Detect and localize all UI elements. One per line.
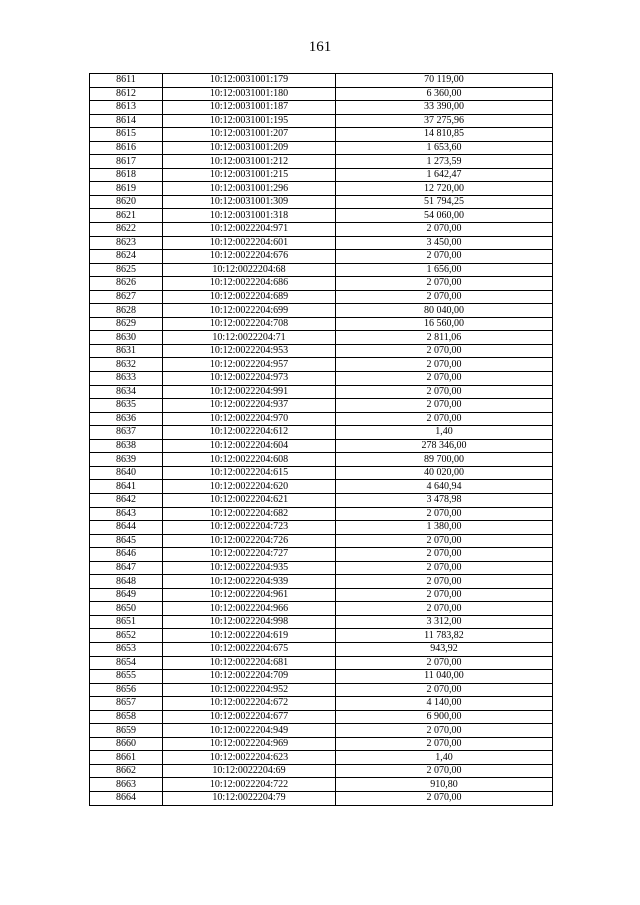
table-row: [90, 317, 553, 331]
row-number-cell: 8616: [90, 141, 163, 155]
row-number-cell: 8645: [90, 534, 163, 548]
registry-table-body: [90, 74, 553, 806]
value-cell: 278 346,00: [336, 439, 553, 453]
row-number-cell: 8613: [90, 101, 163, 115]
row-number-cell: 8625: [90, 263, 163, 277]
cadastral-number-cell: 10:12:0022204:722: [163, 778, 336, 792]
table-row: [90, 642, 553, 656]
cadastral-number-cell: 10:12:0022204:970: [163, 412, 336, 426]
value-cell: 2 070,00: [336, 683, 553, 697]
table-row: [90, 87, 553, 101]
value-cell: 54 060,00: [336, 209, 553, 223]
table-row: [90, 791, 553, 805]
value-cell: 6 360,00: [336, 87, 553, 101]
row-number-cell: 8617: [90, 155, 163, 169]
value-cell: 89 700,00: [336, 453, 553, 467]
row-number-cell: 8620: [90, 195, 163, 209]
cadastral-number-cell: 10:12:0022204:68: [163, 263, 336, 277]
row-number-cell: 8653: [90, 642, 163, 656]
value-cell: 2 070,00: [336, 724, 553, 738]
value-cell: 2 070,00: [336, 791, 553, 805]
value-cell: 2 070,00: [336, 602, 553, 616]
row-number-cell: 8611: [90, 74, 163, 88]
table-row: [90, 372, 553, 386]
cadastral-number-cell: 10:12:0031001:212: [163, 155, 336, 169]
value-cell: 1 273,59: [336, 155, 553, 169]
value-cell: 1 642,47: [336, 168, 553, 182]
value-cell: 16 560,00: [336, 317, 553, 331]
value-cell: 2 070,00: [336, 344, 553, 358]
page-number: 161: [308, 39, 332, 55]
cadastral-number-cell: 10:12:0022204:726: [163, 534, 336, 548]
row-number-cell: 8631: [90, 344, 163, 358]
row-number-cell: 8639: [90, 453, 163, 467]
value-cell: 2 070,00: [336, 507, 553, 521]
value-cell: 2 070,00: [336, 534, 553, 548]
value-cell: 1,40: [336, 426, 553, 440]
row-number-cell: 8643: [90, 507, 163, 521]
table-row: [90, 182, 553, 196]
cadastral-number-cell: 10:12:0022204:681: [163, 656, 336, 670]
row-number-cell: 8636: [90, 412, 163, 426]
row-number-cell: 8662: [90, 764, 163, 778]
cadastral-number-cell: 10:12:0022204:677: [163, 710, 336, 724]
row-number-cell: 8621: [90, 209, 163, 223]
cadastral-number-cell: 10:12:0022204:615: [163, 466, 336, 480]
table-row: [90, 114, 553, 128]
cadastral-number-cell: 10:12:0022204:991: [163, 385, 336, 399]
cadastral-number-cell: 10:12:0022204:966: [163, 602, 336, 616]
value-cell: 3 450,00: [336, 236, 553, 250]
cadastral-number-cell: 10:12:0031001:179: [163, 74, 336, 88]
row-number-cell: 8660: [90, 737, 163, 751]
row-number-cell: 8615: [90, 128, 163, 142]
table-row: [90, 344, 553, 358]
row-number-cell: 8619: [90, 182, 163, 196]
cadastral-number-cell: 10:12:0022204:971: [163, 223, 336, 237]
row-number-cell: 8627: [90, 290, 163, 304]
cadastral-number-cell: 10:12:0022204:952: [163, 683, 336, 697]
cadastral-number-cell: 10:12:0022204:608: [163, 453, 336, 467]
row-number-cell: 8623: [90, 236, 163, 250]
cadastral-number-cell: 10:12:0031001:187: [163, 101, 336, 115]
table-row: [90, 439, 553, 453]
value-cell: 1 380,00: [336, 521, 553, 535]
value-cell: 1,40: [336, 751, 553, 765]
cadastral-number-cell: 10:12:0031001:180: [163, 87, 336, 101]
value-cell: 2 070,00: [336, 399, 553, 413]
value-cell: 2 070,00: [336, 737, 553, 751]
value-cell: 910,80: [336, 778, 553, 792]
row-number-cell: 8614: [90, 114, 163, 128]
value-cell: 2 070,00: [336, 372, 553, 386]
table-row: [90, 656, 553, 670]
cadastral-number-cell: 10:12:0022204:69: [163, 764, 336, 778]
value-cell: 2 070,00: [336, 561, 553, 575]
row-number-cell: 8646: [90, 548, 163, 562]
value-cell: 14 810,85: [336, 128, 553, 142]
row-number-cell: 8642: [90, 493, 163, 507]
table-row: [90, 575, 553, 589]
cadastral-number-cell: 10:12:0022204:709: [163, 670, 336, 684]
row-number-cell: 8654: [90, 656, 163, 670]
cadastral-number-cell: 10:12:0022204:953: [163, 344, 336, 358]
table-row: [90, 548, 553, 562]
table-row: [90, 155, 553, 169]
value-cell: 4 640,94: [336, 480, 553, 494]
cadastral-number-cell: 10:12:0022204:623: [163, 751, 336, 765]
value-cell: 70 119,00: [336, 74, 553, 88]
value-cell: 3 312,00: [336, 615, 553, 629]
cadastral-number-cell: 10:12:0022204:973: [163, 372, 336, 386]
registry-table: [89, 73, 553, 806]
value-cell: 2 070,00: [336, 290, 553, 304]
value-cell: 2 070,00: [336, 656, 553, 670]
row-number-cell: 8637: [90, 426, 163, 440]
row-number-cell: 8650: [90, 602, 163, 616]
value-cell: 37 275,96: [336, 114, 553, 128]
table-row: [90, 236, 553, 250]
table-row: [90, 141, 553, 155]
table-row: [90, 588, 553, 602]
table-row: [90, 331, 553, 345]
value-cell: 51 794,25: [336, 195, 553, 209]
cadastral-number-cell: 10:12:0022204:612: [163, 426, 336, 440]
table-row: [90, 74, 553, 88]
table-row: [90, 453, 553, 467]
cadastral-number-cell: 10:12:0031001:309: [163, 195, 336, 209]
cadastral-number-cell: 10:12:0022204:723: [163, 521, 336, 535]
value-cell: 80 040,00: [336, 304, 553, 318]
cadastral-number-cell: 10:12:0022204:957: [163, 358, 336, 372]
table-row: [90, 764, 553, 778]
cadastral-number-cell: 10:12:0022204:689: [163, 290, 336, 304]
row-number-cell: 8633: [90, 372, 163, 386]
row-number-cell: 8648: [90, 575, 163, 589]
table-row: [90, 493, 553, 507]
table-row: [90, 304, 553, 318]
value-cell: 943,92: [336, 642, 553, 656]
row-number-cell: 8618: [90, 168, 163, 182]
cadastral-number-cell: 10:12:0022204:619: [163, 629, 336, 643]
cadastral-number-cell: 10:12:0022204:71: [163, 331, 336, 345]
table-row: [90, 168, 553, 182]
value-cell: 11 783,82: [336, 629, 553, 643]
table-row: [90, 358, 553, 372]
cadastral-number-cell: 10:12:0031001:215: [163, 168, 336, 182]
value-cell: 1 653,60: [336, 141, 553, 155]
table-row: [90, 399, 553, 413]
value-cell: 4 140,00: [336, 697, 553, 711]
table-row: [90, 209, 553, 223]
table-row: [90, 724, 553, 738]
table-row: [90, 534, 553, 548]
value-cell: 12 720,00: [336, 182, 553, 196]
table-row: [90, 412, 553, 426]
cadastral-number-cell: 10:12:0022204:699: [163, 304, 336, 318]
row-number-cell: 8638: [90, 439, 163, 453]
cadastral-number-cell: 10:12:0031001:195: [163, 114, 336, 128]
value-cell: 2 070,00: [336, 277, 553, 291]
value-cell: 2 070,00: [336, 575, 553, 589]
table-row: [90, 223, 553, 237]
cadastral-number-cell: 10:12:0022204:935: [163, 561, 336, 575]
table-row: [90, 561, 553, 575]
value-cell: 6 900,00: [336, 710, 553, 724]
table-row: [90, 670, 553, 684]
table-row: [90, 507, 553, 521]
table-row: [90, 263, 553, 277]
cadastral-number-cell: 10:12:0031001:209: [163, 141, 336, 155]
table-row: [90, 385, 553, 399]
row-number-cell: 8628: [90, 304, 163, 318]
value-cell: 2 070,00: [336, 358, 553, 372]
table-row: [90, 101, 553, 115]
cadastral-number-cell: 10:12:0022204:727: [163, 548, 336, 562]
cadastral-number-cell: 10:12:0022204:939: [163, 575, 336, 589]
cadastral-number-cell: 10:12:0031001:318: [163, 209, 336, 223]
cadastral-number-cell: 10:12:0022204:620: [163, 480, 336, 494]
value-cell: 3 478,98: [336, 493, 553, 507]
value-cell: 2 070,00: [336, 385, 553, 399]
row-number-cell: 8649: [90, 588, 163, 602]
table-row: [90, 615, 553, 629]
cadastral-number-cell: 10:12:0022204:601: [163, 236, 336, 250]
value-cell: 2 070,00: [336, 223, 553, 237]
row-number-cell: 8622: [90, 223, 163, 237]
row-number-cell: 8658: [90, 710, 163, 724]
row-number-cell: 8664: [90, 791, 163, 805]
value-cell: 11 040,00: [336, 670, 553, 684]
cadastral-number-cell: 10:12:0022204:998: [163, 615, 336, 629]
value-cell: 2 070,00: [336, 588, 553, 602]
value-cell: 2 070,00: [336, 250, 553, 264]
cadastral-number-cell: 10:12:0031001:207: [163, 128, 336, 142]
row-number-cell: 8626: [90, 277, 163, 291]
row-number-cell: 8656: [90, 683, 163, 697]
cadastral-number-cell: 10:12:0022204:675: [163, 642, 336, 656]
cadastral-number-cell: 10:12:0022204:79: [163, 791, 336, 805]
cadastral-number-cell: 10:12:0022204:676: [163, 250, 336, 264]
table-row: [90, 128, 553, 142]
value-cell: 2 070,00: [336, 412, 553, 426]
row-number-cell: 8652: [90, 629, 163, 643]
row-number-cell: 8612: [90, 87, 163, 101]
row-number-cell: 8641: [90, 480, 163, 494]
value-cell: 40 020,00: [336, 466, 553, 480]
table-row: [90, 426, 553, 440]
value-cell: 2 070,00: [336, 548, 553, 562]
cadastral-number-cell: 10:12:0031001:296: [163, 182, 336, 196]
table-row: [90, 277, 553, 291]
table-row: [90, 195, 553, 209]
table-row: [90, 751, 553, 765]
row-number-cell: 8640: [90, 466, 163, 480]
row-number-cell: 8634: [90, 385, 163, 399]
table-row: [90, 629, 553, 643]
row-number-cell: 8657: [90, 697, 163, 711]
table-row: [90, 521, 553, 535]
row-number-cell: 8647: [90, 561, 163, 575]
cadastral-number-cell: 10:12:0022204:621: [163, 493, 336, 507]
row-number-cell: 8632: [90, 358, 163, 372]
value-cell: 2 070,00: [336, 764, 553, 778]
table-row: [90, 480, 553, 494]
row-number-cell: 8629: [90, 317, 163, 331]
table-row: [90, 737, 553, 751]
value-cell: 33 390,00: [336, 101, 553, 115]
table-row: [90, 466, 553, 480]
value-cell: 1 656,00: [336, 263, 553, 277]
cadastral-number-cell: 10:12:0022204:682: [163, 507, 336, 521]
value-cell: 2 811,06: [336, 331, 553, 345]
table-row: [90, 250, 553, 264]
cadastral-number-cell: 10:12:0022204:961: [163, 588, 336, 602]
row-number-cell: 8635: [90, 399, 163, 413]
table-row: [90, 602, 553, 616]
cadastral-number-cell: 10:12:0022204:937: [163, 399, 336, 413]
row-number-cell: 8644: [90, 521, 163, 535]
table-row: [90, 290, 553, 304]
table-row: [90, 778, 553, 792]
cadastral-number-cell: 10:12:0022204:604: [163, 439, 336, 453]
cadastral-number-cell: 10:12:0022204:949: [163, 724, 336, 738]
row-number-cell: 8624: [90, 250, 163, 264]
cadastral-number-cell: 10:12:0022204:672: [163, 697, 336, 711]
row-number-cell: 8663: [90, 778, 163, 792]
row-number-cell: 8659: [90, 724, 163, 738]
cadastral-number-cell: 10:12:0022204:686: [163, 277, 336, 291]
table-row: [90, 710, 553, 724]
cadastral-number-cell: 10:12:0022204:969: [163, 737, 336, 751]
table-row: [90, 697, 553, 711]
row-number-cell: 8630: [90, 331, 163, 345]
table-row: [90, 683, 553, 697]
cadastral-number-cell: 10:12:0022204:708: [163, 317, 336, 331]
row-number-cell: 8651: [90, 615, 163, 629]
row-number-cell: 8661: [90, 751, 163, 765]
row-number-cell: 8655: [90, 670, 163, 684]
